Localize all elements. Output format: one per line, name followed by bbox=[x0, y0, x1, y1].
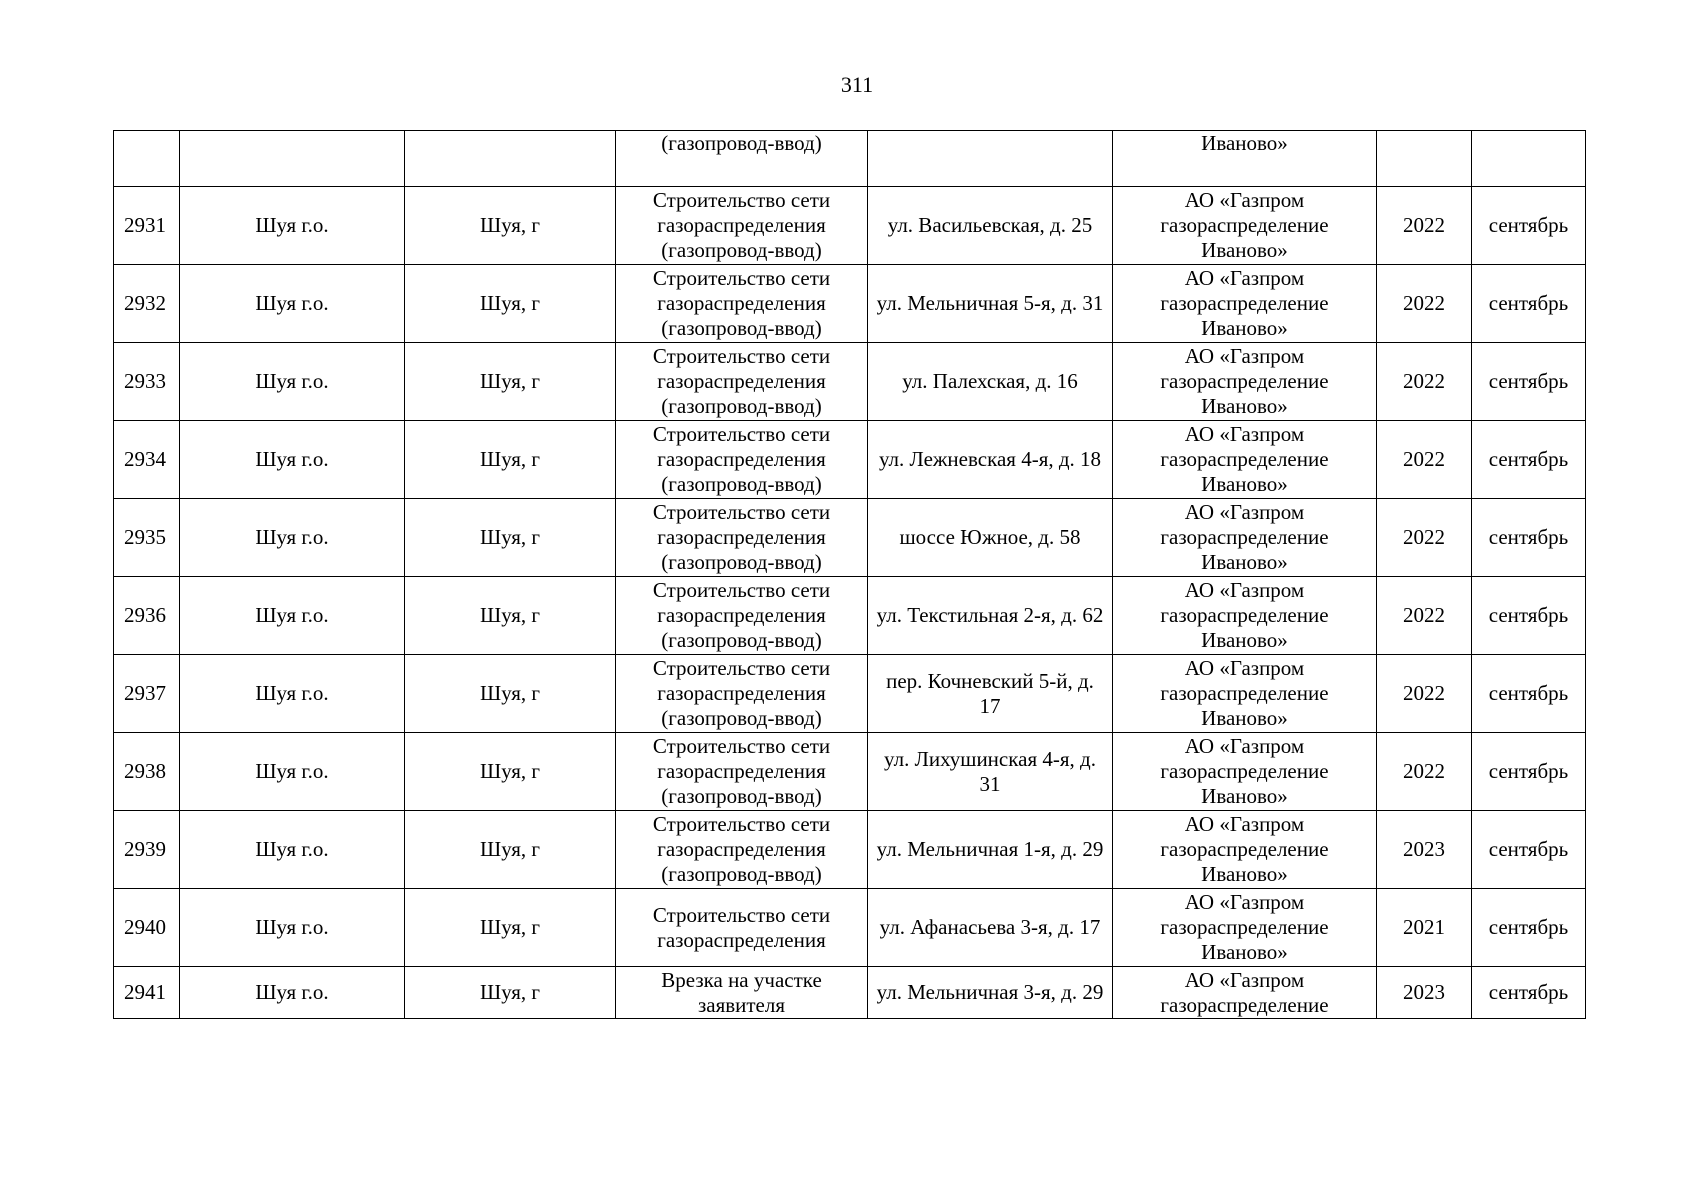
cell-num: 2934 bbox=[114, 421, 180, 499]
cell-district: Шуя г.о. bbox=[180, 655, 405, 733]
cell-work: Строительство сети газораспределения bbox=[616, 889, 868, 967]
cell-address: пер. Кочневский 5-й, д. 17 bbox=[868, 655, 1113, 733]
cell-locality: Шуя, г bbox=[405, 343, 616, 421]
table-row bbox=[114, 499, 1586, 577]
cell-address: ул. Васильевская, д. 25 bbox=[868, 187, 1113, 265]
cell-work: Строительство сети газораспределения (газопровод-ввод) bbox=[616, 265, 868, 343]
cell-address: ул. Палехская, д. 16 bbox=[868, 343, 1113, 421]
cell-work: Строительство сети газораспределения (газопровод-ввод) bbox=[616, 733, 868, 811]
cell-month: сентябрь bbox=[1472, 265, 1586, 343]
cell-district: Шуя г.о. bbox=[180, 967, 405, 1019]
cell-locality: Шуя, г bbox=[405, 577, 616, 655]
cell-num: 2941 bbox=[114, 967, 180, 1019]
cell-month: сентябрь bbox=[1472, 187, 1586, 265]
cell-district: Шуя г.о. bbox=[180, 499, 405, 577]
cell-work: Строительство сети газораспределения (газопровод-ввод) bbox=[616, 187, 868, 265]
cell-address: шоссе Южное, д. 58 bbox=[868, 499, 1113, 577]
cell-district bbox=[180, 131, 405, 187]
cell-org: АО «Газпром газораспределение Иваново» bbox=[1113, 187, 1377, 265]
cell-month bbox=[1472, 131, 1586, 187]
cell-district: Шуя г.о. bbox=[180, 811, 405, 889]
cell-num: 2936 bbox=[114, 577, 180, 655]
continuation-row bbox=[114, 131, 1586, 187]
cell-org: АО «Газпром газораспределение bbox=[1113, 967, 1377, 1019]
cell-month: сентябрь bbox=[1472, 421, 1586, 499]
cell-district: Шуя г.о. bbox=[180, 421, 405, 499]
cell-year: 2022 bbox=[1377, 577, 1472, 655]
cell-num: 2937 bbox=[114, 655, 180, 733]
cell-locality: Шуя, г bbox=[405, 187, 616, 265]
cell-year: 2023 bbox=[1377, 811, 1472, 889]
table-row bbox=[114, 187, 1586, 265]
cell-num: 2940 bbox=[114, 889, 180, 967]
table-row bbox=[114, 421, 1586, 499]
cell-locality: Шуя, г bbox=[405, 421, 616, 499]
cell-num: 2931 bbox=[114, 187, 180, 265]
cell-org: АО «Газпром газораспределение Иваново» bbox=[1113, 577, 1377, 655]
cell-work: Врезка на участке заявителя bbox=[616, 967, 868, 1019]
table-row bbox=[114, 967, 1586, 1019]
cell-locality: Шуя, г bbox=[405, 265, 616, 343]
cell-locality: Шуя, г bbox=[405, 733, 616, 811]
cell-district: Шуя г.о. bbox=[180, 187, 405, 265]
cell-org: АО «Газпром газораспределение Иваново» bbox=[1113, 343, 1377, 421]
cell-num: 2939 bbox=[114, 811, 180, 889]
cell-month: сентябрь bbox=[1472, 733, 1586, 811]
cell-month: сентябрь bbox=[1472, 655, 1586, 733]
cell-month: сентябрь bbox=[1472, 967, 1586, 1019]
cell-org: АО «Газпром газораспределение Иваново» bbox=[1113, 499, 1377, 577]
cell-year: 2022 bbox=[1377, 499, 1472, 577]
cell-address: ул. Мельничная 5-я, д. 31 bbox=[868, 265, 1113, 343]
cell-num: 2938 bbox=[114, 733, 180, 811]
table-row bbox=[114, 655, 1586, 733]
cell-address: ул. Лихушинская 4-я, д. 31 bbox=[868, 733, 1113, 811]
table-row bbox=[114, 889, 1586, 967]
cell-locality: Шуя, г bbox=[405, 499, 616, 577]
cell-locality: Шуя, г bbox=[405, 889, 616, 967]
table-row bbox=[114, 577, 1586, 655]
page-number: 311 bbox=[840, 72, 874, 97]
cell-month: сентябрь bbox=[1472, 889, 1586, 967]
cell-locality: Шуя, г bbox=[405, 811, 616, 889]
cell-address: ул. Мельничная 3-я, д. 29 bbox=[868, 967, 1113, 1019]
cell-year: 2022 bbox=[1377, 655, 1472, 733]
cell-org: АО «Газпром газораспределение Иваново» bbox=[1113, 265, 1377, 343]
cell-work: Строительство сети газораспределения (газопровод-ввод) bbox=[616, 655, 868, 733]
cell-work: Строительство сети газораспределения (газопровод-ввод) bbox=[616, 499, 868, 577]
cell-num: 2935 bbox=[114, 499, 180, 577]
cell-org: Иваново» bbox=[1113, 131, 1377, 187]
cell-year: 2022 bbox=[1377, 343, 1472, 421]
cell-district: Шуя г.о. bbox=[180, 733, 405, 811]
cell-month: сентябрь bbox=[1472, 499, 1586, 577]
cell-org: АО «Газпром газораспределение Иваново» bbox=[1113, 889, 1377, 967]
cell-month: сентябрь bbox=[1472, 343, 1586, 421]
cell-year: 2022 bbox=[1377, 733, 1472, 811]
cell-year: 2022 bbox=[1377, 187, 1472, 265]
table-row bbox=[114, 811, 1586, 889]
cell-org: АО «Газпром газораспределение Иваново» bbox=[1113, 655, 1377, 733]
cell-locality bbox=[405, 131, 616, 187]
cell-org: АО «Газпром газораспределение Иваново» bbox=[1113, 733, 1377, 811]
cell-year: 2022 bbox=[1377, 265, 1472, 343]
cell-num: 2932 bbox=[114, 265, 180, 343]
cell-locality: Шуя, г bbox=[405, 967, 616, 1019]
table-row bbox=[114, 343, 1586, 421]
cell-work: Строительство сети газораспределения (газопровод-ввод) bbox=[616, 811, 868, 889]
table-row bbox=[114, 265, 1586, 343]
cell-org: АО «Газпром газораспределение Иваново» bbox=[1113, 811, 1377, 889]
cell-year: 2023 bbox=[1377, 967, 1472, 1019]
cell-address: ул. Лежневская 4-я, д. 18 bbox=[868, 421, 1113, 499]
cell-work: (газопровод-ввод) bbox=[616, 131, 868, 187]
cell-work: Строительство сети газораспределения (газопровод-ввод) bbox=[616, 421, 868, 499]
cell-org: АО «Газпром газораспределение Иваново» bbox=[1113, 421, 1377, 499]
gas-connection-table bbox=[113, 130, 1586, 1019]
cell-district: Шуя г.о. bbox=[180, 265, 405, 343]
table-row bbox=[114, 733, 1586, 811]
cell-num: 2933 bbox=[114, 343, 180, 421]
cell-district: Шуя г.о. bbox=[180, 577, 405, 655]
cell-district: Шуя г.о. bbox=[180, 343, 405, 421]
cell-year: 2022 bbox=[1377, 421, 1472, 499]
cell-work: Строительство сети газораспределения (газопровод-ввод) bbox=[616, 343, 868, 421]
cell-num bbox=[114, 131, 180, 187]
cell-month: сентябрь bbox=[1472, 577, 1586, 655]
cell-work: Строительство сети газораспределения (газопровод-ввод) bbox=[616, 577, 868, 655]
cell-year: 2021 bbox=[1377, 889, 1472, 967]
cell-district: Шуя г.о. bbox=[180, 889, 405, 967]
cell-locality: Шуя, г bbox=[405, 655, 616, 733]
cell-address: ул. Текстильная 2-я, д. 62 bbox=[868, 577, 1113, 655]
cell-month: сентябрь bbox=[1472, 811, 1586, 889]
cell-address bbox=[868, 131, 1113, 187]
table-body bbox=[114, 131, 1586, 1019]
cell-year bbox=[1377, 131, 1472, 187]
cell-address: ул. Мельничная 1-я, д. 29 bbox=[868, 811, 1113, 889]
cell-address: ул. Афанасьева 3-я, д. 17 bbox=[868, 889, 1113, 967]
